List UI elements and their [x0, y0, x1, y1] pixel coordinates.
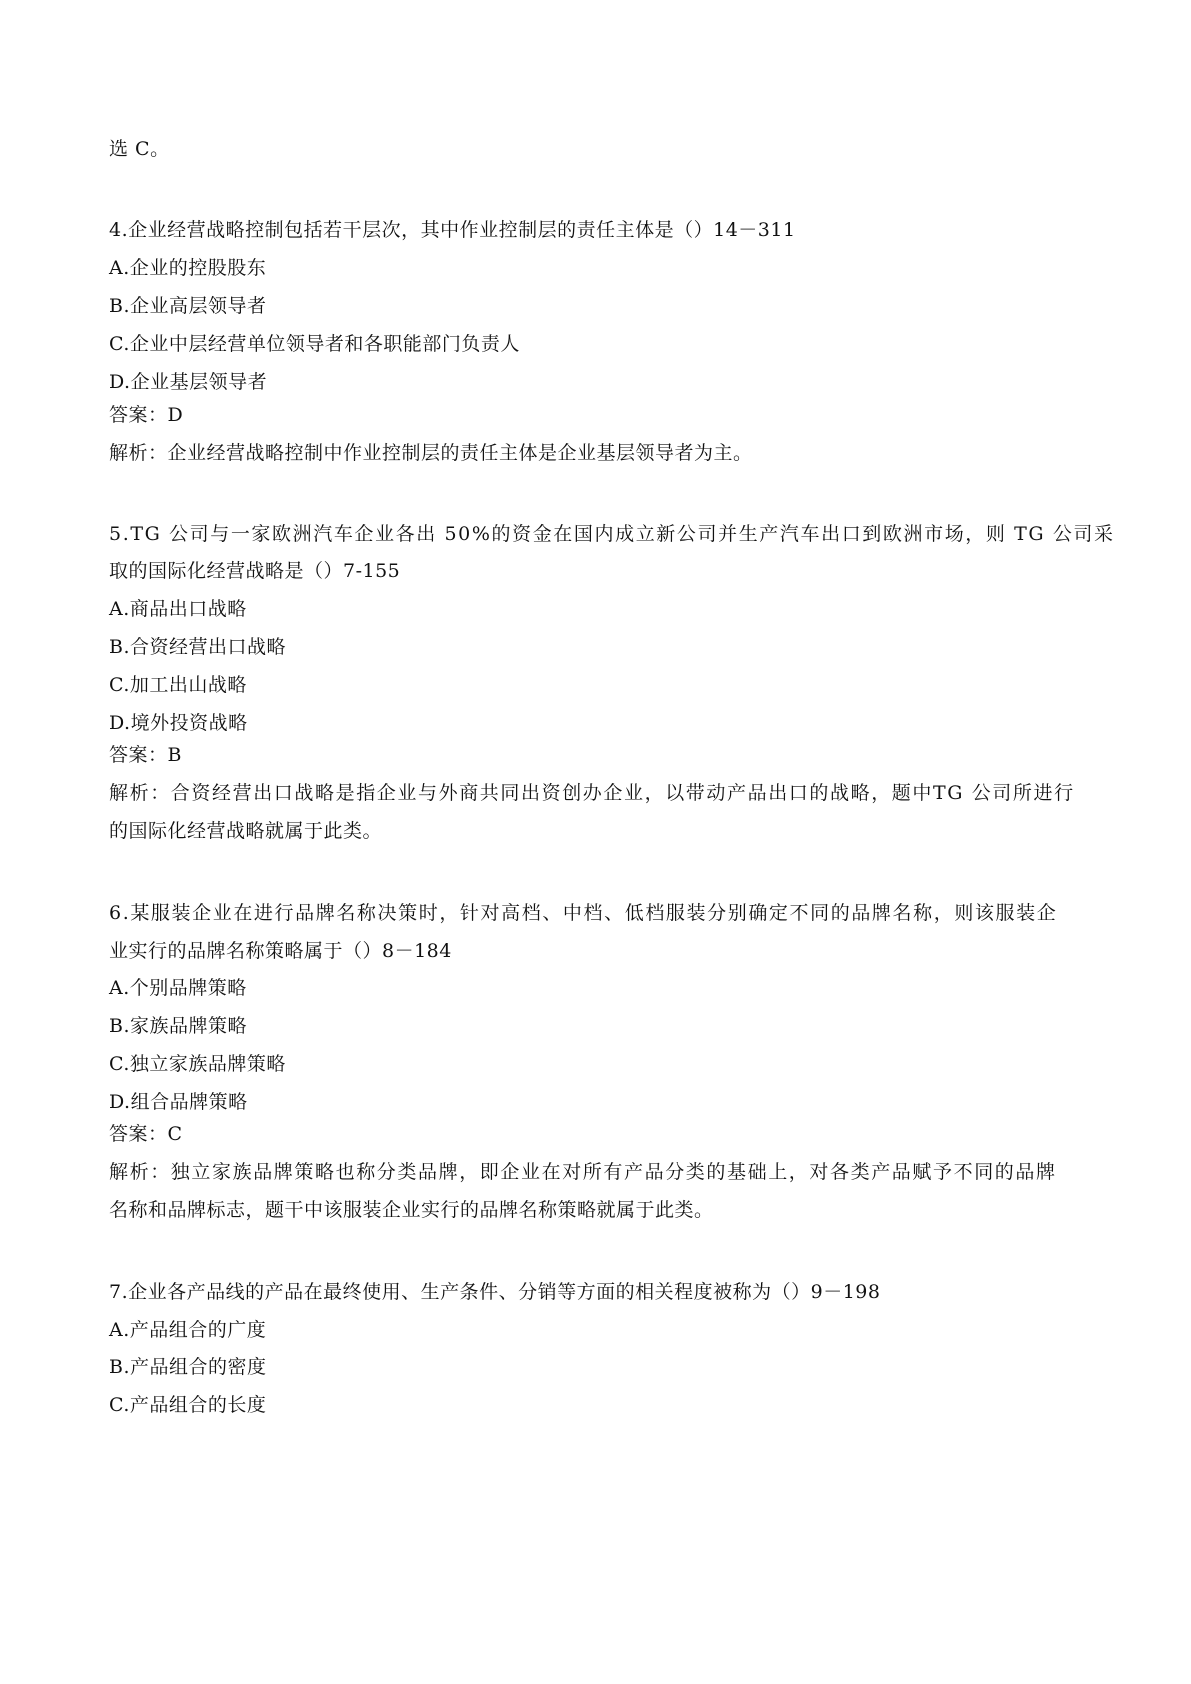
q6-analysis-line1: 解析：独立家族品牌策略也称分类品牌，即企业在对所有产品分类的基础上，对各类产品赋予不同的品牌	[109, 1161, 1057, 1183]
q5-option-d: D.境外投资战略	[109, 712, 248, 734]
q5-analysis-line1: 解析：合资经营出口战略是指企业与外商共同出资创办企业，以带动产品出口的战略，题中TG 公司所进行	[109, 782, 1075, 804]
q4-option-d: D.企业基层领导者	[109, 371, 268, 393]
q6-analysis-line2: 名称和品牌标志，题干中该服装企业实行的品牌名称策略就属于此类。	[109, 1199, 714, 1221]
q4-answer: 答案：D	[109, 404, 184, 426]
lead-text: 选 C。	[109, 138, 170, 160]
q7-option-b: B.产品组合的密度	[109, 1356, 267, 1378]
q5-stem-line1: 5.TG 公司与一家欧洲汽车企业各出 50%的资金在国内成立新公司并生产汽车出口到欧洲市场，则 TG 公司采	[109, 523, 1115, 545]
q4-option-c: C.企业中层经营单位领导者和各职能部门负责人	[109, 333, 520, 355]
q4-option-b: B.企业高层领导者	[109, 295, 267, 317]
q6-option-a: A.个别品牌策略	[109, 977, 247, 999]
q4-option-a: A.企业的控股股东	[109, 257, 267, 279]
q6-option-d: D.组合品牌策略	[109, 1091, 248, 1113]
q5-option-b: B.合资经营出口战略	[109, 636, 287, 658]
q6-option-c: C.独立家族品牌策略	[109, 1053, 286, 1075]
q5-stem-line2: 取的国际化经营战略是（）7-155	[109, 560, 401, 582]
q6-stem-line2: 业实行的品牌名称策略属于（）8－184	[109, 940, 452, 962]
q6-option-b: B.家族品牌策略	[109, 1015, 248, 1037]
q4-analysis: 解析：企业经营战略控制中作业控制层的责任主体是企业基层领导者为主。	[109, 442, 753, 464]
q6-stem-line1: 6.某服装企业在进行品牌名称决策时，针对高档、中档、低档服装分别确定不同的品牌名称，则该服装企	[109, 902, 1058, 924]
q5-option-a: A.商品出口战略	[109, 598, 247, 620]
q6-answer: 答案：C	[109, 1123, 183, 1145]
q7-option-c: C.产品组合的长度	[109, 1394, 267, 1416]
q5-answer: 答案：B	[109, 744, 182, 766]
q4-stem: 4.企业经营战略控制包括若干层次，其中作业控制层的责任主体是（）14－311	[109, 219, 796, 241]
q5-option-c: C.加工出山战略	[109, 674, 247, 696]
q7-stem: 7.企业各产品线的产品在最终使用、生产条件、分销等方面的相关程度被称为（）9－198	[109, 1281, 881, 1303]
q5-analysis-line2: 的国际化经营战略就属于此类。	[109, 820, 383, 842]
q7-option-a: A.产品组合的广度	[109, 1319, 267, 1341]
